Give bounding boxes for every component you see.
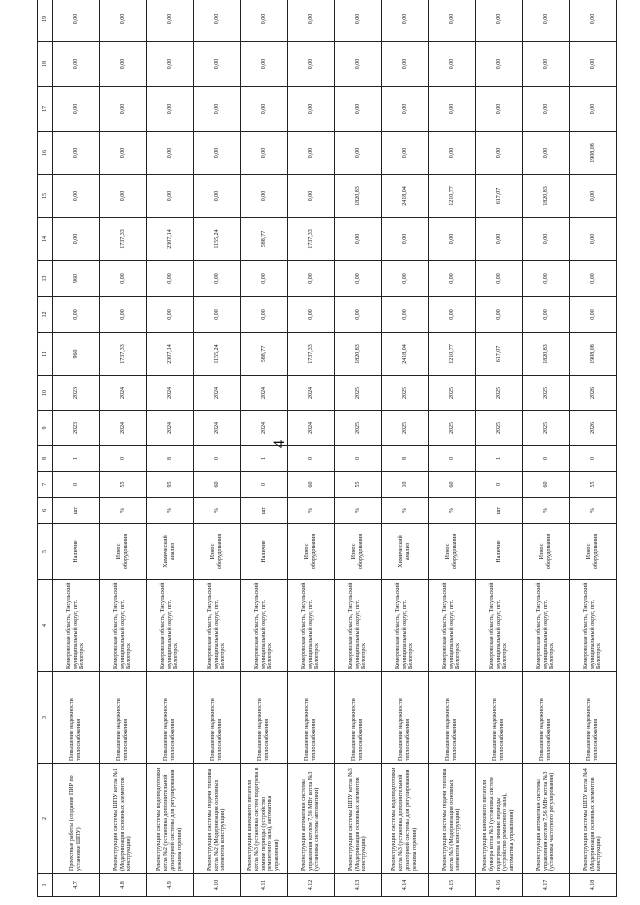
- table-cell: Кемеровская область, Тисульский муниципальный округ, пгт. Белогорск: [476, 580, 523, 672]
- table-cell: 617,07: [476, 175, 523, 218]
- table-cell: шт: [53, 498, 100, 524]
- table-cell: 2025: [335, 376, 382, 411]
- table-cell: Кемеровская область, Тисульский муниципальный округ, пгт. Белогорск: [241, 580, 288, 672]
- table-cell: 0,00: [147, 87, 194, 132]
- table-cell: 4.10: [194, 874, 241, 897]
- table-cell: 0,00: [53, 0, 100, 42]
- table-header: [38, 0, 53, 897]
- table-cell: Реконструкция системы ШПУ котла №3 (Модернизация основных элементов конструкции): [335, 764, 382, 874]
- column-header: 5: [38, 524, 53, 580]
- table-cell: 2024: [147, 411, 194, 446]
- table-cell: 0,00: [335, 42, 382, 87]
- table-cell: Реконструкция системы подачи топлива котла №2 (Модернизация основных элементов конструкции): [194, 764, 241, 874]
- table-cell: 0,00: [288, 175, 335, 218]
- table-cell: 1737,33: [288, 333, 335, 376]
- table-cell: Повышение надежности теплоснабжения: [382, 672, 429, 764]
- table-row: [100, 0, 147, 897]
- table-cell: 0,00: [194, 0, 241, 42]
- program-table: [37, 0, 617, 897]
- column-header: 1: [38, 874, 53, 897]
- table-cell: 0: [476, 472, 523, 498]
- table-cell: Реконструкция автоматики системы управления котлом 7,56 МВт котла №3 (установка системы автоматики): [288, 764, 335, 874]
- table-cell: 2025: [382, 376, 429, 411]
- table-cell: 0,00: [429, 132, 476, 175]
- table-cell: 4.15: [429, 874, 476, 897]
- column-header: 6: [38, 498, 53, 524]
- table-cell: 1: [241, 446, 288, 472]
- table-cell: %: [100, 498, 147, 524]
- table-cell: 1210,77: [429, 333, 476, 376]
- table-cell: Повышение надежности теплоснабжения: [429, 672, 476, 764]
- table-cell: 0,00: [570, 297, 617, 333]
- table-cell: 0,00: [147, 132, 194, 175]
- table-cell: Износ оборудования: [194, 524, 241, 580]
- table-cell: 0,00: [335, 132, 382, 175]
- table-cell: Реконструкция системы ШПУ котла №1 (Модернизация основных элементов конструкции): [100, 764, 147, 874]
- table-cell: 0,00: [288, 132, 335, 175]
- table-cell: 2025: [476, 411, 523, 446]
- table-cell: 0,00: [241, 42, 288, 87]
- table-cell: 2025: [523, 411, 570, 446]
- table-cell: 0,00: [382, 0, 429, 42]
- table-cell: 4.9: [147, 874, 194, 897]
- table-cell: 4.8: [100, 874, 147, 897]
- table-row: [288, 0, 335, 897]
- table-cell: 8: [382, 446, 429, 472]
- table-cell: 4.16: [476, 874, 523, 897]
- column-header: 12: [38, 297, 53, 333]
- table-cell: 0: [100, 446, 147, 472]
- table-cell: 2023: [53, 376, 100, 411]
- table-cell: Кемеровская область, Тисульский муниципальный округ, пгт. Белогорск: [382, 580, 429, 672]
- table-cell: 2307,14: [147, 218, 194, 261]
- table-cell: 2026: [570, 411, 617, 446]
- table-cell: 0,00: [570, 87, 617, 132]
- table-cell: 1908,08: [570, 132, 617, 175]
- table-cell: 0,00: [335, 297, 382, 333]
- table-cell: 0,00: [570, 42, 617, 87]
- table-cell: 0: [523, 446, 570, 472]
- table-cell: 2025: [382, 411, 429, 446]
- table-cell: 0,00: [53, 218, 100, 261]
- table-cell: Кемеровская область, Тисульский муниципальный округ, пгт. Белогорск: [523, 580, 570, 672]
- table-cell: 2024: [100, 376, 147, 411]
- table-cell: 2024: [241, 411, 288, 446]
- table-cell: 0,00: [100, 297, 147, 333]
- table-cell: 4.17: [523, 874, 570, 897]
- table-cell: 0,00: [100, 261, 147, 297]
- table-cell: 0: [570, 446, 617, 472]
- table-cell: Реконструкция шнекового питателя котла №3 (установка систем подогрева в зимние периоды (устройство ремонтного зала), автоматика управления): [241, 764, 288, 874]
- table-cell: Реконструкция шнекового питателя бункера котла №3 (установка систем подогрева в зимние периоды (устройство ремонтного зала), автоматика управления): [476, 764, 523, 874]
- table-cell: 0,00: [476, 218, 523, 261]
- table-cell: Реконструкция системы подачи топлива котла №3 (Модернизация основных элементов конструкции): [429, 764, 476, 874]
- table-cell: 4.14: [382, 874, 429, 897]
- table-cell: 588,77: [241, 218, 288, 261]
- table-cell: 617,07: [476, 333, 523, 376]
- table-cell: 0,00: [476, 87, 523, 132]
- table-row: [147, 0, 194, 897]
- table-cell: 2025: [429, 411, 476, 446]
- table-cell: 0,00: [429, 261, 476, 297]
- table-cell: Реконструкция системы водоподготовки котла №2 (установка дополнительной дозаторной системы для регулирования режима горения): [147, 764, 194, 874]
- table-row: [53, 0, 100, 897]
- table-cell: 0,00: [147, 42, 194, 87]
- table-cell: Наличие: [241, 524, 288, 580]
- table-cell: 0,00: [288, 261, 335, 297]
- table-cell: 0,00: [194, 175, 241, 218]
- table-cell: 0,00: [476, 297, 523, 333]
- table-cell: 10: [382, 472, 429, 498]
- table-cell: 1155,24: [194, 333, 241, 376]
- table-cell: Повышение надежности теплоснабжения: [288, 672, 335, 764]
- table-cell: 4.13: [335, 874, 382, 897]
- table-cell: 0,00: [194, 261, 241, 297]
- table-cell: 4.18: [570, 874, 617, 897]
- column-header: 10: [38, 376, 53, 411]
- table-row: [429, 0, 476, 897]
- table-cell: 0,00: [382, 132, 429, 175]
- table-cell: 0,00: [100, 132, 147, 175]
- table-cell: Повышение надежности теплоснабжения: [100, 672, 147, 764]
- table-cell: 2025: [523, 376, 570, 411]
- table-row: [476, 0, 523, 897]
- table-cell: %: [382, 498, 429, 524]
- table-cell: 588,77: [241, 333, 288, 376]
- table-cell: 0,00: [241, 132, 288, 175]
- table-cell: 0: [288, 446, 335, 472]
- table-cell: Повышение надежности теплоснабжения: [194, 672, 241, 764]
- table-cell: Повышение надежности теплоснабжения: [147, 672, 194, 764]
- table-cell: %: [335, 498, 382, 524]
- table-cell: Наличие: [476, 524, 523, 580]
- table-cell: 0,00: [523, 297, 570, 333]
- table-cell: Повышение надежности теплоснабжения: [53, 672, 100, 764]
- table-cell: 0,00: [476, 42, 523, 87]
- table-cell: Кемеровская область, Тисульский муниципальный округ, пгт. Белогорск: [147, 580, 194, 672]
- page-number: 4: [271, 440, 288, 448]
- table-cell: 0,00: [382, 218, 429, 261]
- table-cell: 0,00: [523, 42, 570, 87]
- table-cell: %: [570, 498, 617, 524]
- table-cell: Кемеровская область, Тисульский муниципальный округ, пгт. Белогорск: [570, 580, 617, 672]
- table-cell: 0,00: [335, 218, 382, 261]
- table-cell: 1820,83: [523, 175, 570, 218]
- table-cell: 0,00: [382, 42, 429, 87]
- table-cell: Повышение надежности теплоснабжения: [335, 672, 382, 764]
- table-cell: шт: [476, 498, 523, 524]
- column-header: 9: [38, 411, 53, 446]
- table-cell: 0: [241, 472, 288, 498]
- table-cell: 960: [53, 333, 100, 376]
- table-cell: 0,00: [570, 261, 617, 297]
- column-header: 3: [38, 672, 53, 764]
- table-cell: 0,00: [100, 175, 147, 218]
- table-cell: 0,00: [523, 87, 570, 132]
- table-cell: 2023: [53, 411, 100, 446]
- table-cell: 2418,04: [382, 333, 429, 376]
- table-cell: 60: [523, 472, 570, 498]
- table-cell: Кемеровская область, Тисульский муниципальный округ, пгт. Белогорск: [53, 580, 100, 672]
- table-cell: 8: [147, 446, 194, 472]
- table-cell: 0,00: [241, 297, 288, 333]
- table-row: [382, 0, 429, 897]
- column-header: 4: [38, 580, 53, 672]
- column-header: 8: [38, 446, 53, 472]
- table-cell: 0,00: [429, 297, 476, 333]
- table-cell: 60: [288, 472, 335, 498]
- table-cell: 0,00: [194, 87, 241, 132]
- column-header: 19: [38, 0, 53, 42]
- table-cell: Наличие: [53, 524, 100, 580]
- table-cell: 2024: [288, 411, 335, 446]
- table-cell: 2307,14: [147, 333, 194, 376]
- table-cell: 0,00: [241, 175, 288, 218]
- table-cell: 0,00: [194, 132, 241, 175]
- table-cell: Износ оборудования: [100, 524, 147, 580]
- table-cell: 2418,04: [382, 175, 429, 218]
- table-cell: Повышение надежности теплоснабжения: [523, 672, 570, 764]
- table-cell: 0,00: [53, 132, 100, 175]
- column-header: 2: [38, 764, 53, 874]
- table-cell: Кемеровская область, Тисульский муниципальный округ, пгт. Белогорск: [194, 580, 241, 672]
- table-cell: Износ оборудования: [570, 524, 617, 580]
- table-cell: Проектные работы (создание ПИР по установке ШПУ): [53, 764, 100, 874]
- table-cell: 0: [194, 446, 241, 472]
- table-cell: 1820,83: [523, 333, 570, 376]
- table-cell: 1155,24: [194, 218, 241, 261]
- table-cell: 60: [429, 472, 476, 498]
- table-cell: 0,00: [53, 42, 100, 87]
- table-cell: 0,00: [523, 261, 570, 297]
- table-cell: 2024: [241, 376, 288, 411]
- table-cell: 0,00: [53, 87, 100, 132]
- table-row: [335, 0, 382, 897]
- table-cell: %: [288, 498, 335, 524]
- table-cell: Износ оборудования: [429, 524, 476, 580]
- table-cell: 0,00: [335, 261, 382, 297]
- header-row: [38, 0, 53, 897]
- table-body: [53, 0, 617, 897]
- table-cell: 0,00: [476, 132, 523, 175]
- table-cell: 0,00: [429, 87, 476, 132]
- table-cell: 4.12: [288, 874, 335, 897]
- table-cell: 0,00: [100, 42, 147, 87]
- table-row: [194, 0, 241, 897]
- column-header: 18: [38, 42, 53, 87]
- table-cell: 0,00: [429, 218, 476, 261]
- table-cell: Повышение надежности теплоснабжения: [241, 672, 288, 764]
- table-cell: 0,00: [523, 132, 570, 175]
- table-cell: 0,00: [241, 0, 288, 42]
- table-cell: 95: [147, 472, 194, 498]
- table-cell: 0,00: [147, 175, 194, 218]
- table-cell: 0,00: [382, 297, 429, 333]
- table-cell: Повышение надежности теплоснабжения: [476, 672, 523, 764]
- table-cell: 0,00: [288, 0, 335, 42]
- table-cell: Кемеровская область, Тисульский муниципальный округ, пгт. Белогорск: [288, 580, 335, 672]
- column-header: 11: [38, 333, 53, 376]
- table-cell: Реконструкция системы ШПУ котла №4 (Модернизация основных элементов конструкции): [570, 764, 617, 874]
- column-header: 14: [38, 218, 53, 261]
- table-cell: %: [429, 498, 476, 524]
- table-cell: 55: [100, 472, 147, 498]
- table-cell: Кемеровская область, Тисульский муниципальный округ, пгт. Белогорск: [429, 580, 476, 672]
- table-cell: 2026: [570, 376, 617, 411]
- table-cell: 0,00: [288, 87, 335, 132]
- table-cell: 0,00: [194, 42, 241, 87]
- table-cell: 0,00: [523, 0, 570, 42]
- table-cell: 0,00: [429, 42, 476, 87]
- table-cell: Повышение надежности теплоснабжения: [570, 672, 617, 764]
- table-cell: 4.7: [53, 874, 100, 897]
- table-cell: 55: [570, 472, 617, 498]
- table-cell: 2025: [335, 411, 382, 446]
- column-header: 15: [38, 175, 53, 218]
- table-cell: 2025: [476, 376, 523, 411]
- table-cell: Кемеровская область, Тисульский муниципальный округ, пгт. Белогорск: [335, 580, 382, 672]
- table-cell: 0: [335, 446, 382, 472]
- table-cell: Износ оборудования: [288, 524, 335, 580]
- table-cell: 2024: [194, 376, 241, 411]
- table-cell: 1: [53, 446, 100, 472]
- table-cell: 1: [476, 446, 523, 472]
- table-cell: 55: [335, 472, 382, 498]
- table-cell: %: [194, 498, 241, 524]
- table-cell: 960: [53, 261, 100, 297]
- table-row: [523, 0, 570, 897]
- column-header: 13: [38, 261, 53, 297]
- table-cell: Реконструкция автоматики системы управления котлом 7,56 МВт котла №3 (установка частотного регулирования): [523, 764, 570, 874]
- table-cell: 0,00: [53, 175, 100, 218]
- table-cell: 0,00: [241, 261, 288, 297]
- table-row: [241, 0, 288, 897]
- table-cell: Износ оборудования: [523, 524, 570, 580]
- table-cell: 0,00: [382, 87, 429, 132]
- table-cell: 2024: [194, 411, 241, 446]
- table-cell: 0,00: [335, 0, 382, 42]
- table-cell: 0,00: [335, 87, 382, 132]
- table-cell: 1820,83: [335, 175, 382, 218]
- table-cell: 0,00: [194, 297, 241, 333]
- table-cell: Износ оборудования: [335, 524, 382, 580]
- column-header: 17: [38, 87, 53, 132]
- table-cell: %: [523, 498, 570, 524]
- table-cell: Химический анализ: [147, 524, 194, 580]
- table-cell: 0,00: [288, 297, 335, 333]
- column-header: 7: [38, 472, 53, 498]
- table-cell: Химический анализ: [382, 524, 429, 580]
- table-cell: 0,00: [382, 261, 429, 297]
- table-cell: 0,00: [147, 297, 194, 333]
- table-cell: 1820,83: [335, 333, 382, 376]
- table-cell: 0: [53, 472, 100, 498]
- table-cell: 0,00: [523, 218, 570, 261]
- table-cell: 2024: [147, 376, 194, 411]
- table-cell: %: [147, 498, 194, 524]
- table-cell: 4.11: [241, 874, 288, 897]
- table-cell: 0,00: [288, 42, 335, 87]
- table-cell: 1737,33: [288, 218, 335, 261]
- table-cell: 0,00: [570, 175, 617, 218]
- rotated-table-container: [37, 13, 620, 897]
- table-cell: Кемеровская область, Тисульский муниципальный округ, пгт. Белогорск: [100, 580, 147, 672]
- table-cell: 0,00: [476, 0, 523, 42]
- table-cell: 1737,33: [100, 218, 147, 261]
- table-cell: 60: [194, 472, 241, 498]
- table-cell: 0: [429, 446, 476, 472]
- table-cell: Реконструкция системы водоподготовки котла №3 (установка дополнительной дозаторной системы для регулирования режима горения): [382, 764, 429, 874]
- table-cell: 0,00: [147, 261, 194, 297]
- table-cell: 0,00: [241, 87, 288, 132]
- table-cell: 1210,77: [429, 175, 476, 218]
- table-cell: 0,00: [476, 261, 523, 297]
- table-cell: 2024: [288, 376, 335, 411]
- table-row: [570, 0, 617, 897]
- table-cell: 0,00: [53, 297, 100, 333]
- table-cell: 0,00: [100, 87, 147, 132]
- table-cell: 0,00: [100, 0, 147, 42]
- table-cell: 2025: [429, 376, 476, 411]
- table-cell: 0,00: [147, 0, 194, 42]
- table-cell: 0,00: [570, 0, 617, 42]
- table-cell: 0,00: [429, 0, 476, 42]
- table-cell: 2024: [100, 411, 147, 446]
- table-cell: 0,00: [570, 218, 617, 261]
- column-header: 16: [38, 132, 53, 175]
- table-cell: шт: [241, 498, 288, 524]
- table-cell: 1908,08: [570, 333, 617, 376]
- table-cell: 1737,33: [100, 333, 147, 376]
